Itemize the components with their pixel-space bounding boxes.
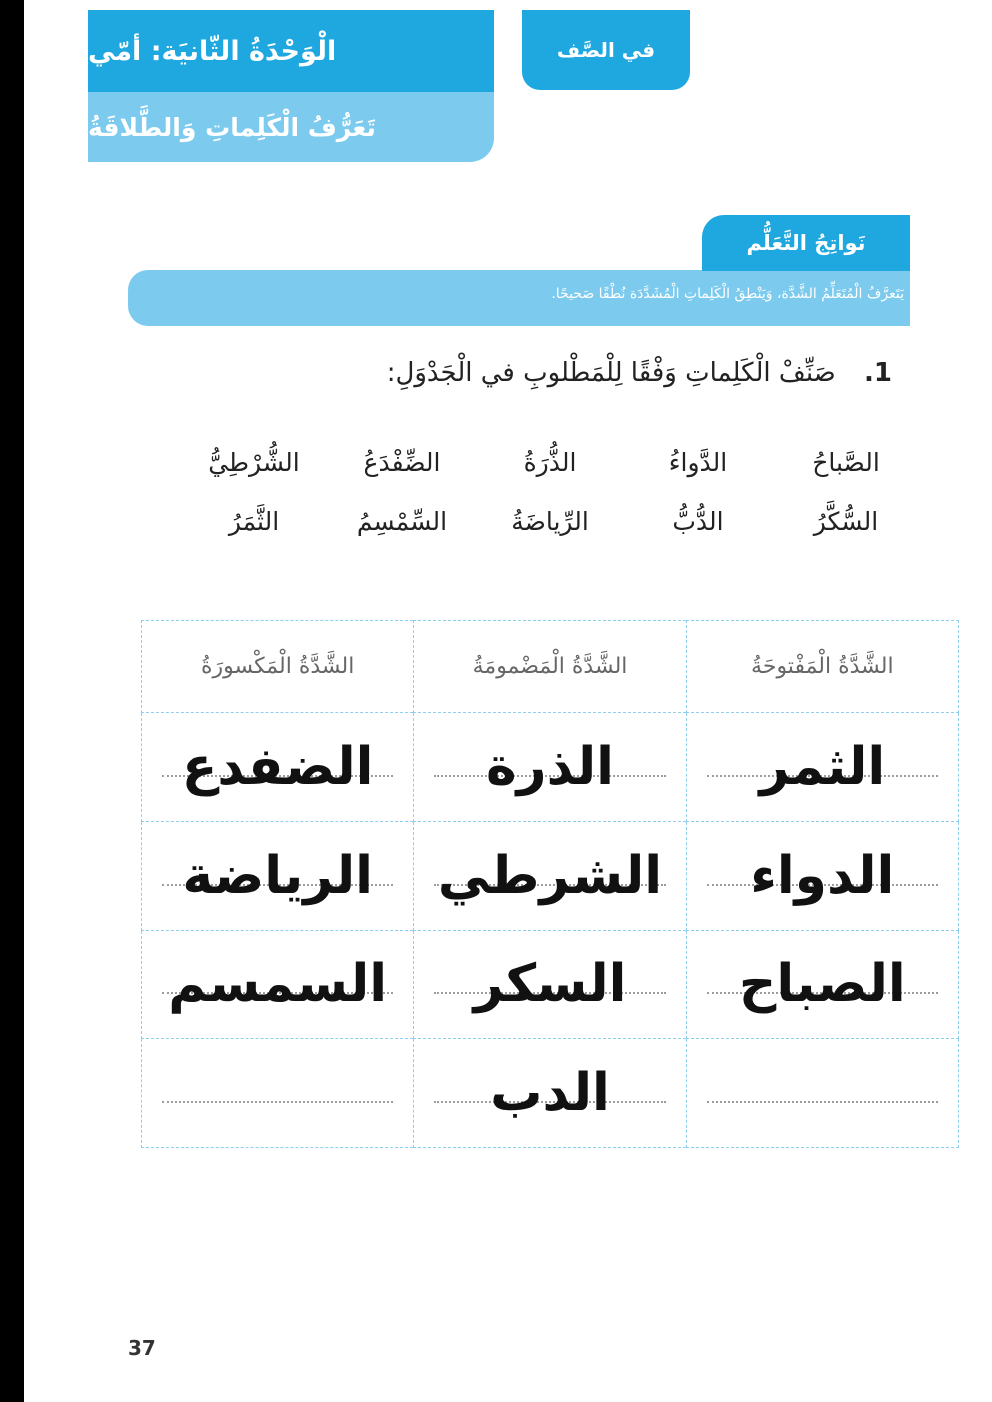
table-row (142, 930, 959, 1039)
answer-cell[interactable] (414, 713, 686, 822)
answer-text: الشرطي (437, 845, 663, 906)
word-bank-item: السُّكَّرُ (813, 507, 879, 536)
question-text: صَنِّفْ الْكَلِماتِ وَفْقًا لِلْمَطْلوبِ في الْجَدْوَلِ: (386, 358, 836, 388)
answer-text: الذرة (485, 737, 615, 798)
page-number: 37 (128, 1336, 156, 1360)
unit-header (88, 10, 494, 162)
word-bank-item: الدُّبُّ (672, 507, 724, 536)
answer-cell[interactable] (142, 822, 414, 931)
answer-text: السكر (473, 954, 627, 1015)
answer-cell[interactable] (142, 713, 414, 822)
unit-subtitle: تَعَرُّفُ الْكَلِماتِ وَالطَّلاقَةُ (88, 92, 494, 162)
word-bank-item: الصَّباحُ (812, 448, 880, 477)
table-row (142, 822, 959, 931)
answer-text: الضفدع (181, 737, 374, 798)
outcomes-text: يَتَعرَّفُ الْمُتَعَلِّمُ الشَّدَّة، وَيَنْطِقُ الْكَلِماتِ الْمُشَدَّدَة نُطْقًا صَحيحًا. (551, 286, 904, 302)
classification-table (141, 620, 959, 1148)
header-kasra-shadda: الشَّدَّةُ الْمَكْسورَةُ (142, 621, 414, 713)
answer-cell[interactable] (142, 930, 414, 1039)
unit-title: الْوَحْدَةُ الثّانيَة: أمّي (88, 10, 494, 92)
word-bank-item: الضِّفْدَعُ (363, 448, 441, 477)
question (387, 358, 892, 388)
answer-cell[interactable] (414, 930, 686, 1039)
table-header-row (142, 621, 959, 713)
word-bank-item: الذُّرَةُ (523, 448, 577, 477)
left-edge-bar (0, 0, 24, 1402)
answer-cell[interactable] (686, 822, 958, 931)
answer-text: الدب (490, 1063, 610, 1124)
answer-text: السمسم (168, 954, 388, 1015)
outcomes-title: نَواتِجُ التَّعَلُّم (702, 215, 910, 271)
answer-text: الثمر (759, 737, 886, 798)
table-row (142, 713, 959, 822)
class-tab: في الصَّف (522, 10, 690, 90)
word-bank-item: الدَّواءُ (668, 448, 728, 477)
word-bank (180, 448, 920, 536)
answer-cell[interactable] (686, 930, 958, 1039)
answer-cell[interactable] (686, 713, 958, 822)
answer-cell[interactable] (142, 1039, 414, 1148)
answer-text: الصباح (738, 954, 906, 1015)
word-bank-item: الشُّرْطِيُّ (208, 448, 300, 477)
word-bank-item: الثَّمَرُ (228, 507, 280, 536)
header-open-shadda: الشَّدَّةُ الْمَفْتوحَةُ (686, 621, 958, 713)
answer-cell[interactable] (414, 1039, 686, 1148)
word-bank-item: السِّمْسِمُ (356, 507, 448, 536)
word-bank-item: الرِّياضَةُ (511, 507, 589, 536)
answer-cell[interactable] (414, 822, 686, 931)
answer-text: الدواء (750, 845, 895, 906)
answer-cell[interactable] (686, 1039, 958, 1148)
table-row (142, 1039, 959, 1148)
answer-text: الرياضة (182, 845, 373, 906)
header-damma-shadda: الشَّدَّةُ الْمَضْمومَةُ (414, 621, 686, 713)
question-number: 1. (864, 358, 892, 388)
